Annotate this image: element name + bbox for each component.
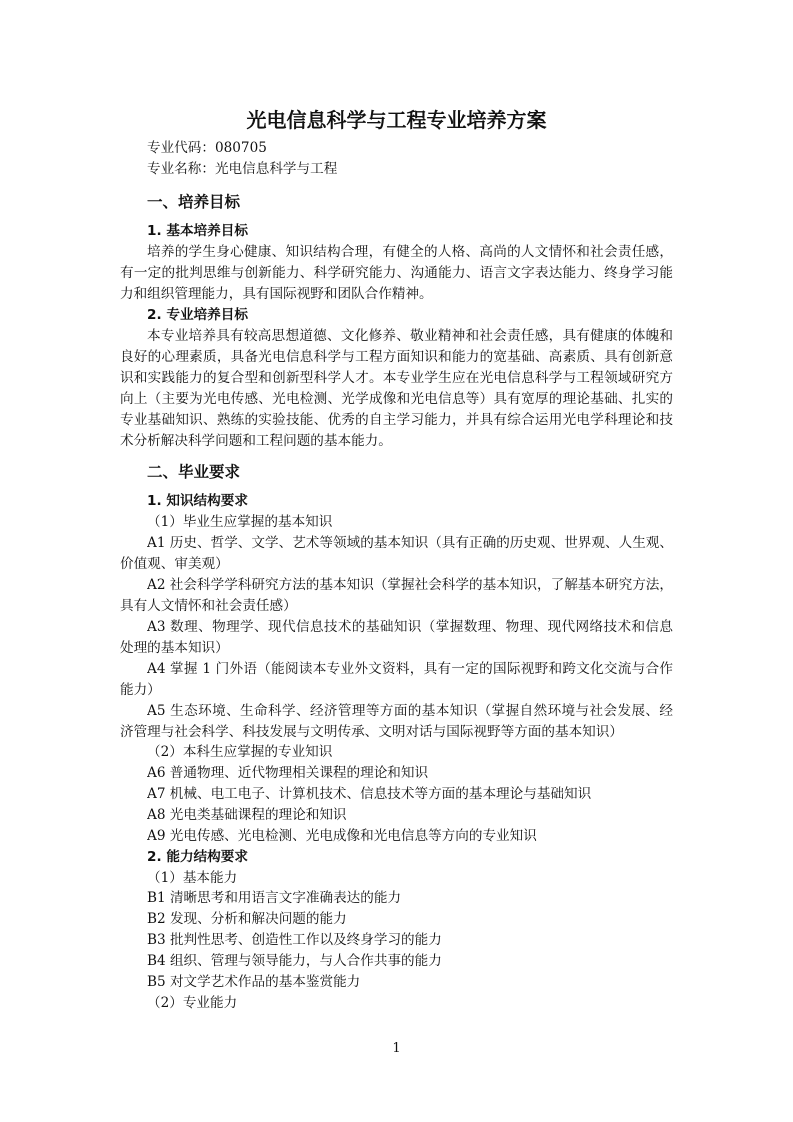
list-heading: （2）专业能力 [147, 995, 238, 1011]
paragraph-line: 向上（主要为光电传感、光电检测、光学成像和光电信息等）具有宽厚的理论基础、扎实的 [120, 391, 673, 407]
subsection-heading: 2. 能力结构要求 [147, 849, 248, 865]
list-item: A1 历史、哲学、文学、艺术等领域的基本知识（具有正确的历史观、世界观、人生观、 [147, 535, 673, 551]
list-item: 济管理与社会科学、科技发展与文明传承、文明对话与国际视野等方面的基本知识） [120, 724, 623, 740]
paragraph-line: 识和实践能力的复合型和创新型科学人才。本专业学生应在光电信息科学与工程领域研究方 [120, 370, 673, 386]
list-item: A7 机械、电工电子、计算机技术、信息技术等方面的基本理论与基础知识 [147, 786, 592, 802]
major-name: 专业名称：光电信息科学与工程 [147, 161, 338, 177]
section-heading: 二、毕业要求 [147, 463, 241, 481]
list-item: 能力） [120, 682, 161, 698]
list-item: B2 发现、分析和解决问题的能力 [147, 911, 347, 927]
list-heading: （1）基本能力 [147, 870, 238, 886]
list-item: B4 组织、管理与领导能力，与人合作共事的能力 [147, 953, 442, 969]
list-item: A5 生态环境、生命科学、经济管理等方面的基本知识（掌握自然环境与社会发展、经 [147, 703, 673, 719]
list-item: B5 对文学艺术作品的基本鉴赏能力 [147, 974, 361, 990]
list-item: 具有人文情怀和社会责任感） [120, 598, 297, 614]
list-heading: （1）毕业生应掌握的基本知识 [147, 514, 333, 530]
paragraph-line: 专业基础知识、熟练的实验技能、优秀的自主学习能力，并具有综合运用光电学科理论和技 [120, 412, 673, 428]
paragraph-line: 本专业培养具有较高思想道德、文化修养、敬业精神和社会责任感，具有健康的体魄和 [147, 328, 673, 344]
section-heading: 一、培养目标 [147, 193, 241, 211]
paragraph-line: 力和组织管理能力，具有国际视野和团队合作精神。 [120, 286, 433, 302]
page-number: 1 [392, 1041, 401, 1056]
list-item: A2 社会科学学科研究方法的基本知识（掌握社会科学的基本知识，了解基本研究方法， [147, 577, 673, 593]
list-item: 处理的基本知识） [120, 640, 229, 656]
list-item: A3 数理、物理学、现代信息技术的基础知识（掌握数理、物理、现代网络技术和信息 [147, 619, 673, 635]
paragraph-line: 培养的学生身心健康、知识结构合理，有健全的人格、高尚的人文情怀和社会责任感， [147, 244, 673, 260]
paragraph-line: 术分析解决科学问题和工程问题的基本能力。 [120, 433, 392, 449]
paragraph-line: 良好的心理素质，具备光电信息科学与工程方面知识和能力的宽基础、高素质、具有创新意 [120, 349, 673, 365]
list-item: A4 掌握 1 门外语（能阅读本专业外文资料，具有一定的国际视野和跨文化交流与合作 [147, 661, 673, 677]
subsection-heading: 2. 专业培养目标 [147, 307, 248, 323]
list-item: A8 光电类基础课程的理论和知识 [147, 807, 347, 823]
list-item: A9 光电传感、光电检测、光电成像和光电信息等方向的专业知识 [147, 828, 537, 844]
list-heading: （2）本科生应掌握的专业知识 [147, 744, 333, 760]
subsection-heading: 1. 基本培养目标 [147, 223, 248, 239]
list-item: B3 批判性思考、创造性工作以及终身学习的能力 [147, 932, 442, 948]
list-item: B1 清晰思考和用语言文字准确表达的能力 [147, 890, 402, 906]
paragraph-line: 有一定的批判思维与创新能力、科学研究能力、沟通能力、语言文字表达能力、终身学习能 [120, 265, 673, 281]
list-item: 价值观、审美观） [120, 556, 229, 572]
document-title: 光电信息科学与工程专业培养方案 [246, 108, 547, 132]
major-code: 专业代码：080705 [147, 140, 267, 156]
subsection-heading: 1. 知识结构要求 [147, 493, 248, 509]
list-item: A6 普通物理、近代物理相关课程的理论和知识 [147, 765, 429, 781]
